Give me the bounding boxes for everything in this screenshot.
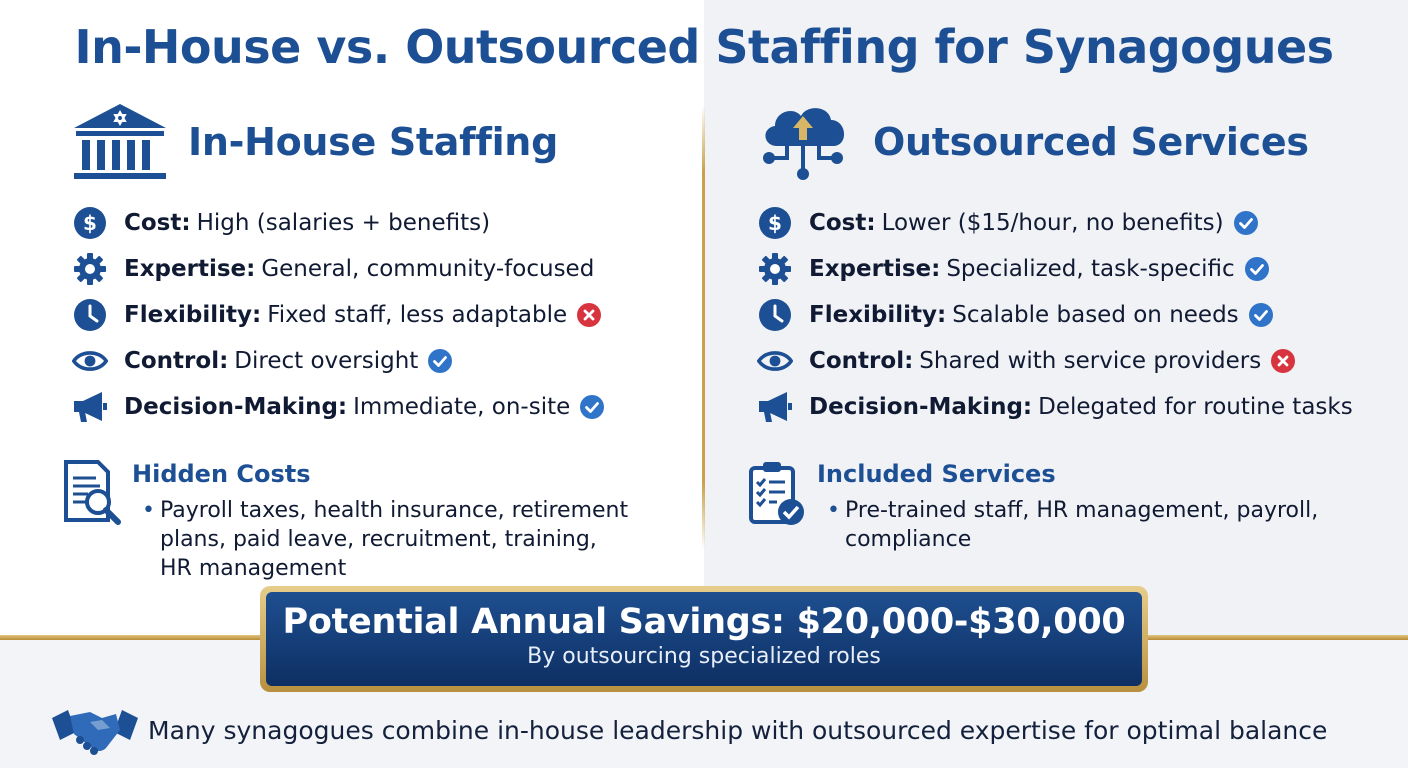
- gold-rule-right: [1140, 635, 1408, 640]
- check-circle-icon: [1249, 303, 1273, 327]
- in-house-row: [70, 200, 690, 246]
- outsourced-rows: [755, 200, 1395, 430]
- included-services-heading: Included Services: [817, 460, 1056, 488]
- hidden-costs-list: [132, 496, 632, 583]
- outsourced-row: [755, 384, 1395, 430]
- column-divider: [702, 105, 705, 550]
- row-value: Direct oversight: [234, 348, 419, 374]
- row-value: General, community-focused: [261, 256, 595, 282]
- savings-headline: Potential Annual Savings: $20,000-$30,000: [282, 602, 1126, 642]
- gear-icon: [72, 251, 108, 287]
- outsourced-header: [755, 100, 1395, 184]
- row-label: Cost:: [809, 210, 876, 236]
- eye-icon: [757, 343, 793, 379]
- dollar-icon: [757, 205, 793, 241]
- handshake-icon: [50, 700, 140, 760]
- outsourced-heading: Outsourced Services: [873, 120, 1309, 164]
- in-house-row: [70, 246, 690, 292]
- row-label: Flexibility:: [124, 302, 262, 328]
- row-label: Expertise:: [124, 256, 256, 282]
- x-circle-icon: [1271, 349, 1295, 373]
- list-item: • Pre-trained staff, HR management, payroll, compliance: [817, 496, 1327, 554]
- row-label: Decision-Making:: [124, 394, 348, 420]
- row-label: Flexibility:: [809, 302, 947, 328]
- in-house-row: [70, 384, 690, 430]
- row-label: Control:: [809, 348, 914, 374]
- clock-icon: [757, 297, 793, 333]
- included-services-section: [755, 458, 1395, 554]
- megaphone-icon: [72, 389, 108, 425]
- in-house-rows: [70, 200, 690, 430]
- clock-icon: [72, 297, 108, 333]
- x-circle-icon: [577, 303, 601, 327]
- outsourced-row: [755, 338, 1395, 384]
- gold-rule-left: [0, 635, 270, 640]
- in-house-row: [70, 338, 690, 384]
- svg-text:$: $: [83, 211, 97, 235]
- hidden-costs-section: [70, 458, 690, 583]
- cloud-network-icon: [755, 100, 855, 184]
- in-house-column: [70, 100, 690, 583]
- included-services-list: [817, 496, 1327, 554]
- row-value: High (salaries + benefits): [196, 210, 491, 236]
- document-search-icon: [58, 458, 122, 528]
- row-label: Control:: [124, 348, 229, 374]
- row-value: Lower ($15/hour, no benefits): [881, 210, 1224, 236]
- outsourced-row: [755, 200, 1395, 246]
- row-label: Decision-Making:: [809, 394, 1033, 420]
- outsourced-column: [755, 100, 1395, 554]
- row-value: Scalable based on needs: [952, 302, 1239, 328]
- synagogue-building-icon: [70, 100, 170, 184]
- check-circle-icon: [580, 395, 604, 419]
- in-house-header: [70, 100, 690, 184]
- row-value: Shared with service providers: [919, 348, 1262, 374]
- in-house-row: [70, 292, 690, 338]
- dollar-icon: [72, 205, 108, 241]
- row-label: Expertise:: [809, 256, 941, 282]
- row-value: Fixed staff, less adaptable: [267, 302, 568, 328]
- savings-banner: [260, 586, 1148, 692]
- hidden-costs-heading: Hidden Costs: [132, 460, 311, 488]
- row-value: Immediate, on-site: [353, 394, 571, 420]
- outsourced-row: [755, 246, 1395, 292]
- gear-icon: [757, 251, 793, 287]
- footer-text: Many synagogues combine in-house leadership with outsourced expertise for optimal balance: [148, 715, 1328, 745]
- savings-subline: By outsourcing specialized roles: [527, 644, 881, 669]
- list-item: • Payroll taxes, health insurance, retirement plans, paid leave, recruitment, training, HR management: [132, 496, 632, 583]
- in-house-heading: In-House Staffing: [188, 120, 558, 164]
- outsourced-row: [755, 292, 1395, 338]
- row-value: Delegated for routine tasks: [1038, 394, 1353, 420]
- eye-icon: [72, 343, 108, 379]
- savings-banner-inner: [266, 592, 1142, 686]
- check-circle-icon: [1245, 257, 1269, 281]
- row-label: Cost:: [124, 210, 191, 236]
- svg-text:$: $: [768, 211, 782, 235]
- footer-note: [50, 700, 1370, 760]
- page-title: In-House vs. Outsourced Staffing for Synagogues: [74, 20, 1334, 74]
- row-value: Specialized, task-specific: [946, 256, 1235, 282]
- clipboard-check-icon: [743, 458, 807, 528]
- check-circle-icon: [1234, 211, 1258, 235]
- megaphone-icon: [757, 389, 793, 425]
- check-circle-icon: [428, 349, 452, 373]
